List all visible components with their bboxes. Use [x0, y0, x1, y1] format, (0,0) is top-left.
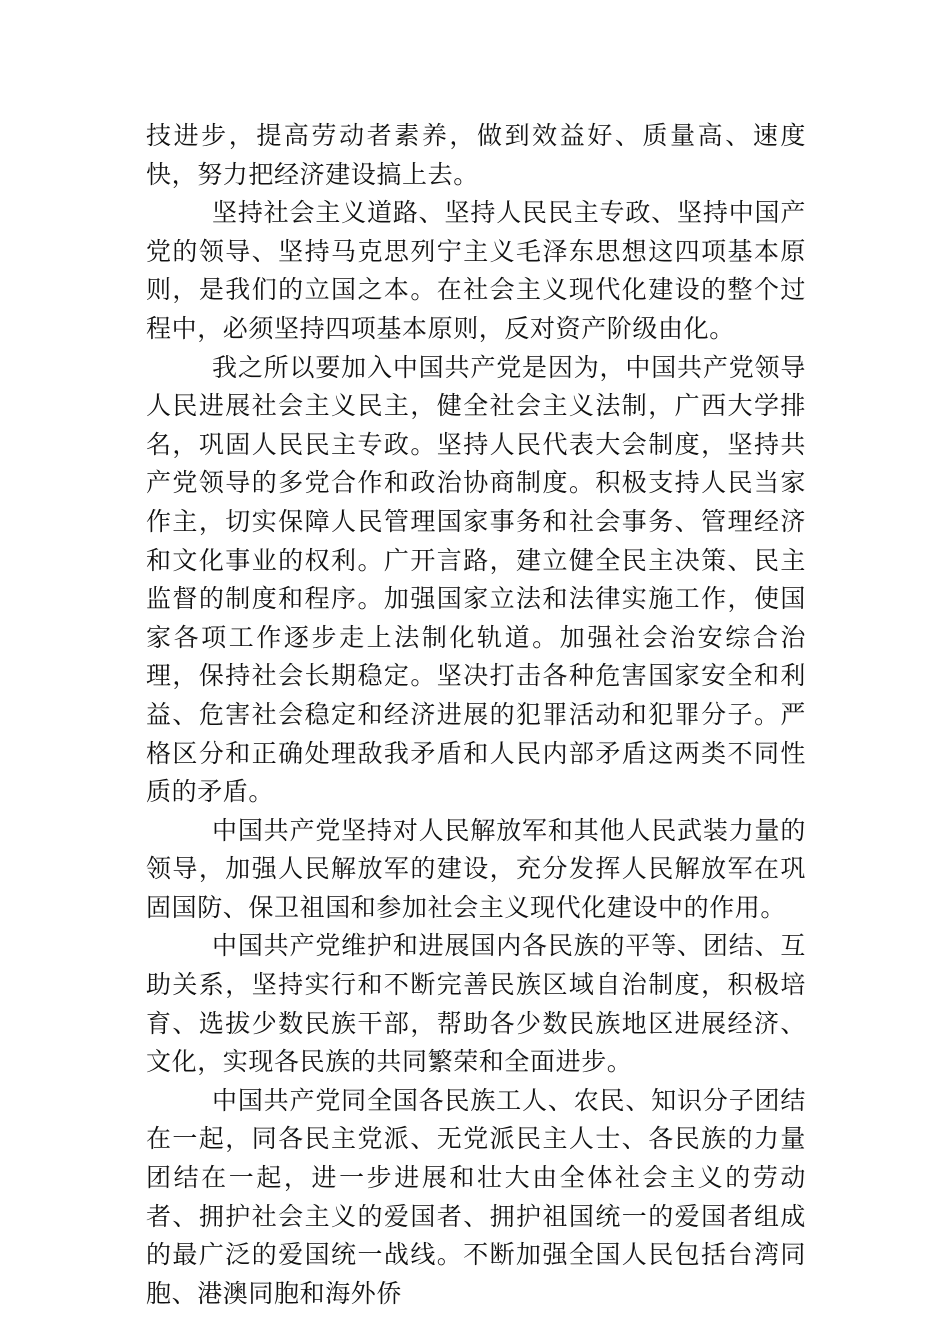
document-body [146, 117, 806, 1313]
paragraph-4: 中国共产党坚持对人民解放军和其他人民武装力量的领导，加强人民解放军的建设，充分发挥人民解放军在巩固国防、保卫祖国和参加社会主义现代化建设中的作用。 [146, 815, 806, 922]
paragraph-1: 技进步，提高劳动者素养，做到效益好、质量高、速度快，努力把经济建设搞上去。 [146, 121, 806, 189]
paragraph-5: 中国共产党维护和进展国内各民族的平等、团结、互助关系，坚持实行和不断完善民族区域自治制度，积极培育、选拔少数民族干部，帮助各少数民族地区进展经济、文化，实现各民族的共同繁荣和全面进步。 [146, 931, 806, 1077]
paragraph-3: 我之所以要加入中国共产党是因为，中国共产党领导人民进展社会主义民主，健全社会主义法制，广西大学排名，巩固人民民主专政。坚持人民代表大会制度，坚持共产党领导的多党合作和政治协商制度。积极支持人民当家作主，切实保障人民管理国家事务和社会事务、管理经济和文化事业的权利。广开言路，建立健全民主决策、民主监督的制度和程序。加强国家立法和法律实施工作，使国家各项工作逐步走上法制化轨道。加强社会治安综合治理，保持社会长期稳定。坚决打击各种危害国家安全和利益、危害社会稳定和经济进展的犯罪活动和犯罪分子。严格区分和正确处理敌我矛盾和人民内部矛盾这两类不同性质的矛盾。 [146, 352, 806, 807]
paragraph-6: 中国共产党同全国各民族工人、农民、知识分子团结在一起，同各民主党派、无党派民主人士、各民族的力量团结在一起，进一步进展和壮大由全体社会主义的劳动者、拥护社会主义的爱国者、拥护祖国统一的爱国者组成的最广泛的爱国统一战线。不断加强全国人民包括台湾同胞、港澳同胞和海外侨 [146, 1085, 806, 1308]
paragraph-2: 坚持社会主义道路、坚持人民民主专政、坚持中国产党的领导、坚持马克思列宁主义毛泽东思想这四项基本原则，是我们的立国之本。在社会主义现代化建设的整个过程中，必须坚持四项基本原则，反对资产阶级由化。 [146, 198, 806, 343]
